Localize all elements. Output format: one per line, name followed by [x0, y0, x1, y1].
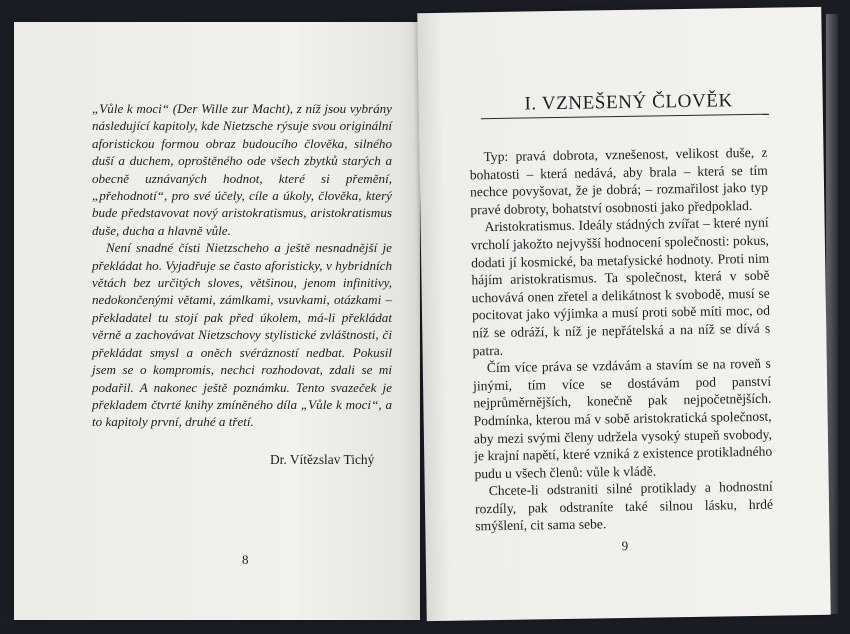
right-paragraph-1: Typ: pravá dobrota, vznešenost, velikost duše, z bohatosti – která nedává, aby brala – která se tím nechce povyšovat, že je dobrá; – rozmařilost jako typ pravé dobroty, bohatství osobnosti jako předpoklad.: [469, 144, 769, 218]
left-page: [14, 22, 420, 620]
page-number-left: 8: [242, 552, 249, 567]
chapter-body: [469, 144, 773, 536]
right-paragraph-3: Čím více práva se vzdávám a stavím se na roveň s jinými, tím více se dostávám pod panství nejprůměrnějších, konečně pak nejpočetnějších. Podmínka, kterou má v sobě aristokratická společnost, aby mezi svými členy udržela vysoký stupeň svobody, je krajní napětí, které vzniká z existence protikladného pudu u všech členů: vůle k vládě.: [472, 355, 773, 482]
left-paragraph-1: „Vůle k moci“ (Der Wille zur Macht), z níž jsou vybrány následující kapitoly, kde Nietzsche rýsuje svou originální aforistickou formou obraz budoucího člověka, silného duší a duchem, oproštěného ode všech zbytků starých a obecně uznávaných hodnot, které si přemění, „přehodnotí“, pro své účely, cíle a úkoly, člověka, který bude představovat nový aristokratismus, aristokratismus duše, ducha a hlavně vůle.: [92, 101, 392, 238]
translator-signature: Dr. Vítězslav Tichý: [270, 452, 375, 467]
right-paragraph-2: Aristokratismus. Ideály stádných zvířat – které nyní vrcholí jakožto nejvyšší hodnocení společnosti: pokus, dodati jí kosmické, ba metafysické hodnoty. Proti nim hájím aristokratismus. Ta společnost, která v sobě uchovává onen zřetel a delikátnost k svobodě, musí se pocitovat jako výjimka a musí proti sobě míti moc, od níž se odráží, k níž je nepřátelská a na níž se dívá s patra.: [470, 215, 771, 358]
page-number-right: 9: [621, 537, 629, 554]
translator-note: [92, 100, 392, 431]
chapter-title: I. VZNEŠENÝ ČLOVĚK: [524, 90, 734, 115]
right-paragraph-4: Chcete-li odstraniti silné protiklady a hodnostní rozdíly, pak odstraníte také silnou lásku, hrdé smýšlení, cit sama sebe.: [474, 478, 774, 534]
right-page: [417, 7, 831, 621]
left-paragraph-2: Není snadné čísti Nietzscheho a ještě nesnadnější je překládat ho. Vyjadřuje se často aforisticky, v hybridních větách bez určitých sloves, většinou, jenom infinitivy, nedokončenými větami, zámlkami, vsuvkami, otázkami – překladatel tu stojí pak před úkolem, má-li překládat věrně a zachovávat Nietzschovy stylistické zvláštnosti, či překládat smysl a oněch svérázností nedbat. Pokusil jsem se o kompromis, nechci rozhodovat, zdali se mi podařil. A nakonec ještě poznámku. Tento svazeček je překladem čtvrté knihy zmíněného díla „Vůle k moci“, a to kapitoly první, druhé a třetí.: [92, 240, 392, 430]
